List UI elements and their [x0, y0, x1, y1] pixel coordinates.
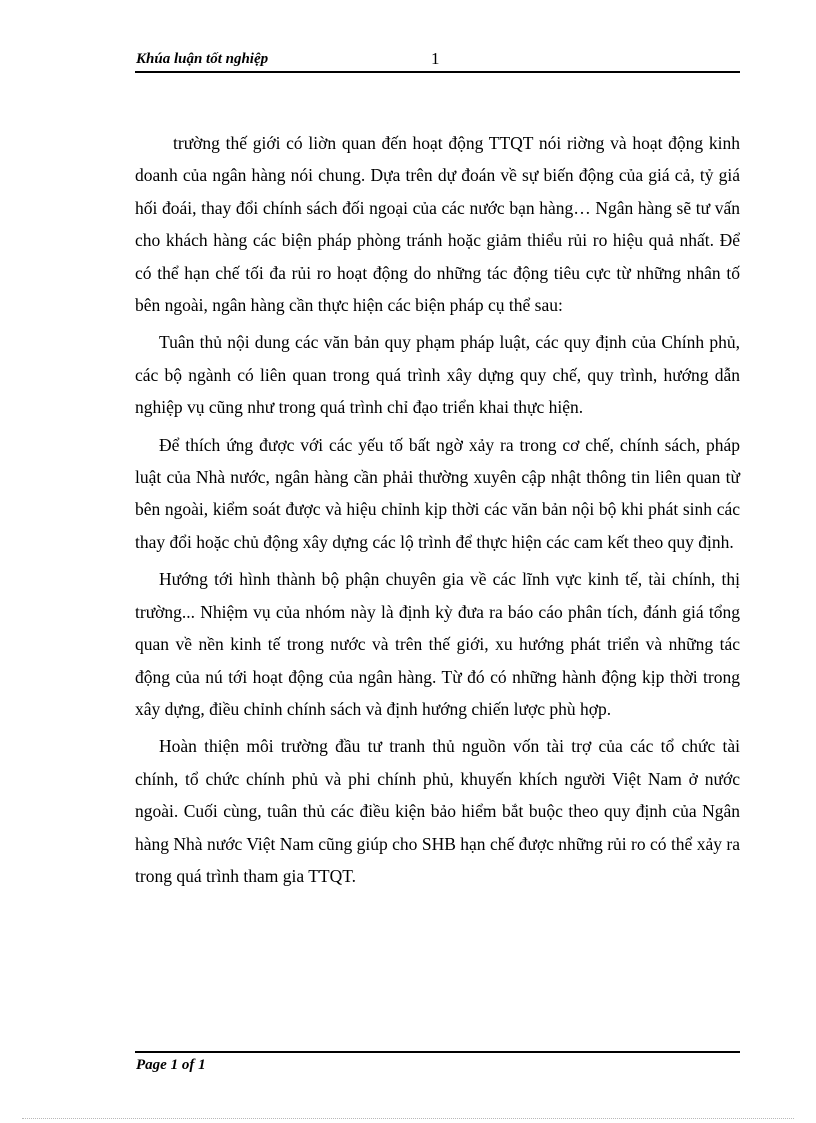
paragraph: Hoàn thiện môi trường đầu tư tranh thủ nguồn vốn tài trợ của các tổ chức tài chính, tổ chức chính phủ và phi chính phủ, khuyến khích người Việt Nam ở nước ngoài. Cuối cùng, tuân thủ các điều kiện bảo hiểm bắt buộc theo quy định của Ngân hàng Nhà nước Việt Nam cũng giúp cho SHB hạn chế được những rủi ro có thể xảy ra trong quá trình tham gia TTQT. — [135, 736, 740, 886]
page-number: 1 — [431, 49, 440, 68]
paragraph: Tuân thủ nội dung các văn bản quy phạm pháp luật, các quy định của Chính phủ, các bộ ngành có liên quan trong quá trình xây dựng quy chế, quy trình, hướng dẫn nghiệp vụ cũng như trong quá trình chỉ đạo triển khai thực hiện. — [135, 332, 740, 418]
page-header — [135, 49, 740, 73]
paragraph: Để thích ứng được với các yếu tố bất ngờ xảy ra trong cơ chế, chính sách, pháp luật của Nhà nước, ngân hàng cần phải thường xuyên cập nhật thông tin liên quan từ bên ngoài, kiểm soát được và hiệu chỉnh kịp thời các văn bản nội bộ khi phát sinh các thay đổi hoặc chủ động xây dựng các lộ trình để thực hiện các cam kết theo quy định. — [135, 434, 740, 552]
page-bottom-edge — [22, 1118, 794, 1119]
document-title: Khúa luận tốt nghiệp — [136, 51, 269, 67]
paragraph: Hướng tới hình thành bộ phận chuyên gia về các lĩnh vực kinh tế, tài chính, thị trường... Nhiệm vụ của nhóm này là định kỳ đưa ra báo cáo phân tích, đánh giá tổng quan về nền kinh tế trong nước và trên thế giới, xu hướng phát triển và những tác động của nú tới hoạt động của ngân hàng. Từ đó có những hành động kịp thời trong xây dựng, điều chỉnh chính sách và định hướng chiến lược phù hợp. — [135, 569, 740, 719]
paragraph: trường thế giới có liờn quan đến hoạt động TTQT nói riờng và hoạt động kinh doanh của ngân hàng nói chung. Dựa trên dự đoán về sự biến động của giá cả, tỷ giá hối đoái, thay đổi chính sách đối ngoại của các nước bạn hàng… Ngân hàng sẽ tư vấn cho khách hàng các biện pháp phòng tránh hoặc giảm thiểu rủi ro hiệu quả nhất. Để có thể hạn chế tối đa rủi ro hoạt động do những tác động tiêu cực từ những nhân tố bên ngoài, ngân hàng cần thực hiện các biện pháp cụ thể sau: — [135, 133, 740, 316]
footer-page-label: Page 1 of 1 — [136, 1057, 206, 1073]
page-footer — [135, 1051, 740, 1073]
document-body — [135, 127, 740, 897]
